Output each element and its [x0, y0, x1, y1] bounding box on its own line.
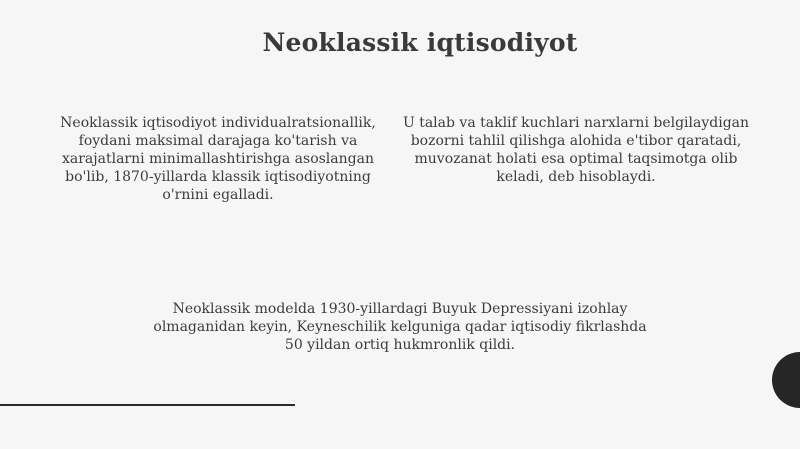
paragraph-bottom: Neoklassik modelda 1930-yillardagi Buyuk Depressiyani izohlay olmaganidan keyin, Keyneschilik kelguniga qadar iqtisodiy fikrlashda 50 yildan ortiq hukmronlik qildi.	[153, 301, 647, 353]
decorative-circle	[772, 352, 800, 408]
decorative-divider-line	[0, 404, 295, 406]
paragraph-left: Neoklassik iqtisodiyot individualratsionallik, foydani maksimal darajaga ko'tarish va xarajatlarni minimallashtirishga asoslangan bo'lib, 1870-yillarda klassik iqtisodiyotning o'rnini egalladi.	[60, 115, 376, 203]
slide-title: Neoklassik iqtisodiyot	[262, 28, 578, 57]
paragraph-right: U talab va taklif kuchlari narxlarni belgilaydigan bozorni tahlil qilishga alohida e'tibor qaratadi, muvozanat holati esa optimal taqsimotga olib keladi, deb hisoblaydi.	[402, 115, 750, 185]
